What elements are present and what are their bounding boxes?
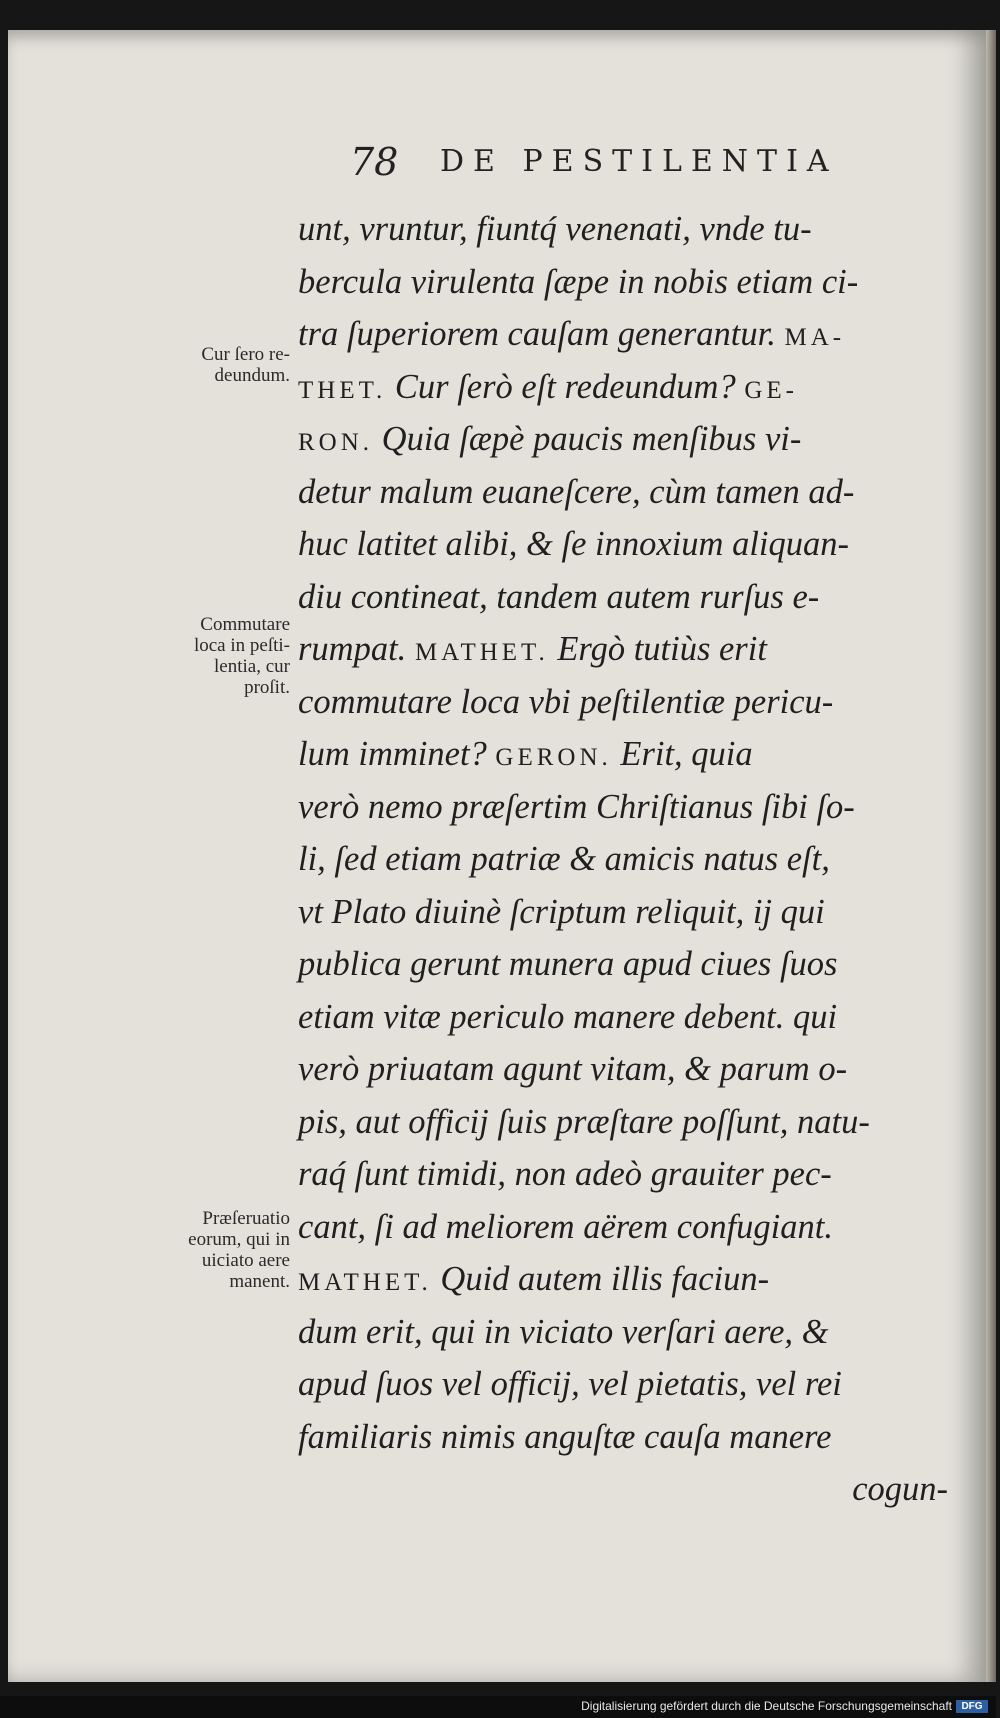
text-line (298, 623, 948, 676)
text-line (298, 466, 948, 519)
marginal-note: Cur ſero re- deundum. (201, 344, 290, 386)
text-line (298, 728, 948, 781)
text-line (298, 571, 948, 624)
text-line (298, 413, 948, 466)
text-line (298, 1463, 948, 1516)
text-segment: tra ſuperiorem cauſam generantur. (298, 315, 785, 353)
text-line (298, 991, 948, 1044)
speaker-name: THET. (298, 376, 387, 404)
speaker-name: MATHET. (298, 1269, 432, 1296)
text-segment: cant, ſi ad meliorem aërem confugiant. (298, 1207, 833, 1246)
text-segment: lum imminet? (298, 735, 496, 773)
text-segment: pis, aut officij ſuis præſtare poſſunt, natu- (298, 1102, 870, 1141)
text-line (298, 1411, 948, 1464)
text-line (298, 781, 948, 834)
text-line (298, 1306, 948, 1359)
footer-bar (0, 1696, 996, 1718)
page-number: 78 (350, 140, 399, 184)
text-segment: commutare loca vbi peſtilentiæ pericu- (298, 682, 834, 721)
text-segment: unt, vruntur, fiuntq́ venenati, vnde tu- (298, 210, 812, 248)
text-line (298, 886, 948, 939)
marginal-note: Præſeruatio eorum, qui in uiciato aere manent. (188, 1208, 290, 1292)
text-segment: verò priuatam agunt vitam, & parum o- (298, 1050, 848, 1088)
text-line (298, 361, 948, 414)
text-line (298, 1043, 948, 1096)
text-segment: verò nemo præſertim Chriſtianus ſibi ſo- (298, 787, 855, 826)
text-line (298, 1096, 948, 1149)
text-segment: Quia ſæpè paucis menſibus vi- (373, 420, 802, 458)
text-line (298, 1148, 948, 1201)
text-line (298, 1201, 948, 1254)
text-segment: li, ſed etiam patriæ & amicis natus eſt, (298, 840, 830, 878)
text-segment: huc latitet alibi, & ſe innoxium aliquan- (298, 525, 849, 563)
speaker-name: GERON. (495, 744, 612, 771)
text-segment: Quid autem illis faciun- (431, 1260, 770, 1298)
text-segment: Erit, quia (611, 735, 753, 773)
text-segment: dum erit, qui in viciato verſari aere, & (298, 1312, 829, 1351)
text-line (298, 256, 948, 309)
running-title: DE PESTILENTIA (440, 144, 838, 179)
text-segment: etiam vitæ periculo manere debent. qui (298, 997, 838, 1036)
text-line (298, 833, 948, 886)
text-segment: vt Plato diuinè ſcriptum reliquit, ij qui (298, 892, 825, 931)
text-line (298, 518, 948, 571)
text-line (298, 1358, 948, 1411)
speaker-name: GE- (744, 376, 798, 404)
text-line (298, 676, 948, 729)
speaker-name: MA- (784, 324, 846, 351)
text-segment: apud ſuos vel officij, vel pietatis, vel rei (298, 1365, 842, 1403)
text-segment: diu contineat, tandem autem rurſus e- (298, 577, 820, 616)
text-segment: raq́ ſunt timidi, non adeò grauiter pec- (298, 1155, 832, 1193)
body-text (298, 203, 948, 1516)
dfg-logo: DFG (956, 1700, 988, 1713)
page-header (350, 140, 910, 200)
text-line (298, 1253, 948, 1306)
page-edge (986, 30, 996, 1682)
text-line (298, 308, 948, 361)
text-line (298, 203, 948, 256)
text-segment: familiaris nimis anguſtæ cauſa manere (298, 1417, 832, 1456)
text-segment: bercula virulenta ſæpe in nobis etiam ci- (298, 262, 859, 301)
text-segment: publica gerunt munera apud ciues ſuos (298, 945, 838, 983)
speaker-name: RON. (298, 429, 374, 456)
marginal-note: Commutare loca in peſti- lentia, cur proſit. (193, 614, 290, 698)
text-segment: rumpat. (298, 630, 415, 668)
text-segment: Ergò tutiùs erit (548, 630, 767, 668)
text-segment: cogun- (852, 1470, 948, 1508)
speaker-name: MATHET. (414, 639, 549, 666)
text-segment: detur malum euaneſcere, cùm tamen ad- (298, 472, 855, 511)
text-line (298, 938, 948, 991)
text-segment: Cur ſerò eſt redeundum? (386, 367, 745, 406)
footer-credit: Digitalisierung gefördert durch die Deutsche Forschungsgemeinschaft (581, 1699, 952, 1713)
